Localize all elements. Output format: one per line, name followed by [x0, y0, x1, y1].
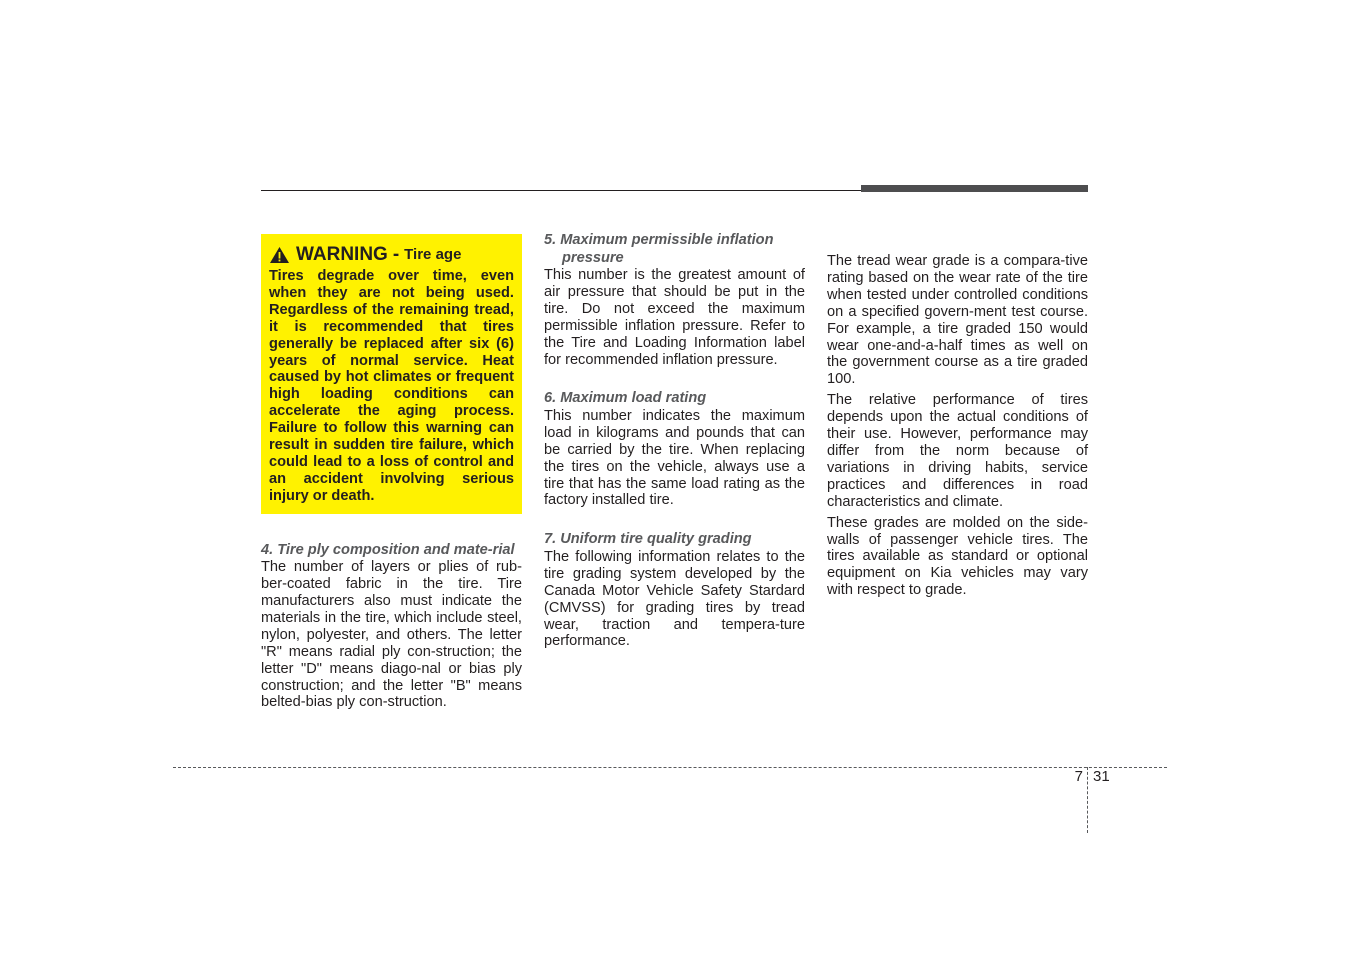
footer-dashed-rule	[173, 767, 1167, 768]
tread-wear-paragraph: The tread wear grade is a compara-tive rating based on the wear rate of the tire when tested under controlled conditions on a specified govern-ment test course. For example, a tire graded 150 would wear one-and-a-half times as well on the government course as a tire graded 100.	[827, 253, 1088, 388]
column-middle	[544, 232, 805, 650]
column-right	[827, 253, 1088, 603]
section-body-6: This number indicates the maximum load in kilograms and pounds that can be carried by the tire. When replacing the tires on the vehicle, always use a tire that has the same load rating as the factory installed tire.	[544, 407, 805, 509]
warning-box	[261, 234, 522, 514]
warning-text: Tires degrade over time, even when they are not being used. Regardless of the remaining tread, it is recommended that tires generally be replaced after six (6) years of normal service. Heat caused by hot climates or frequent high loading conditions can accelerate the aging process. Failure to follow this warning can result in sudden tire failure, which could lead to a loss of control and an accident involving serious injury or death.	[269, 268, 514, 504]
warning-header	[269, 242, 514, 268]
header-rule	[261, 190, 861, 191]
warning-title: WARNING	[296, 243, 388, 265]
footer-dashed-divider	[1087, 767, 1088, 833]
section-heading-5: 5. Maximum permissible inflation pressure	[544, 232, 774, 266]
warning-subtitle: Tire age	[404, 245, 462, 263]
relative-performance-paragraph: The relative performance of tires depends upon the actual conditions of their use. However, performance may differ from the norm because of variations in driving habits, service practices and differences in road characteristics and climate.	[827, 392, 1088, 510]
header-bar	[861, 185, 1088, 192]
column-left	[261, 234, 522, 711]
page-number: 31	[1093, 768, 1110, 785]
section-heading-7: 7. Uniform tire quality grading	[544, 531, 752, 548]
grades-molded-paragraph: These grades are molded on the side-walls of passenger vehicle tires. The tires available as standard or optional equipment on Kia vehicles may vary with respect to grade.	[827, 514, 1088, 599]
section-body-4: The number of layers or plies of rub-ber-coated fabric in the tire. Tire manufacturers also must indicate the materials in the tire, which include steel, nylon, polyester, and others. The letter "R" means radial ply con-struction; the letter "D" means diago-nal or bias ply construction; and the letter "B" means belted-bias ply con-struction.	[261, 559, 522, 711]
section-body-7: The following information relates to the tire grading system developed by the Canada Motor Vehicle Safety Stardard (CMVSS) for grading tires by tread wear, traction and tempera-ture performance.	[544, 548, 805, 650]
section-heading-4: 4. Tire ply composition and mate-rial	[261, 541, 515, 558]
warning-dash: -	[392, 243, 400, 265]
chapter-number: 7	[1074, 768, 1083, 785]
warning-triangle-icon	[269, 246, 290, 264]
section-body-5: This number is the greatest amount of air pressure that should be put in the tire. Do not exceed the maximum permissible inflation pressure. Refer to the Tire and Loading Information label for recommended inflation pressure.	[544, 267, 805, 368]
section-heading-6: 6. Maximum load rating	[544, 390, 707, 407]
